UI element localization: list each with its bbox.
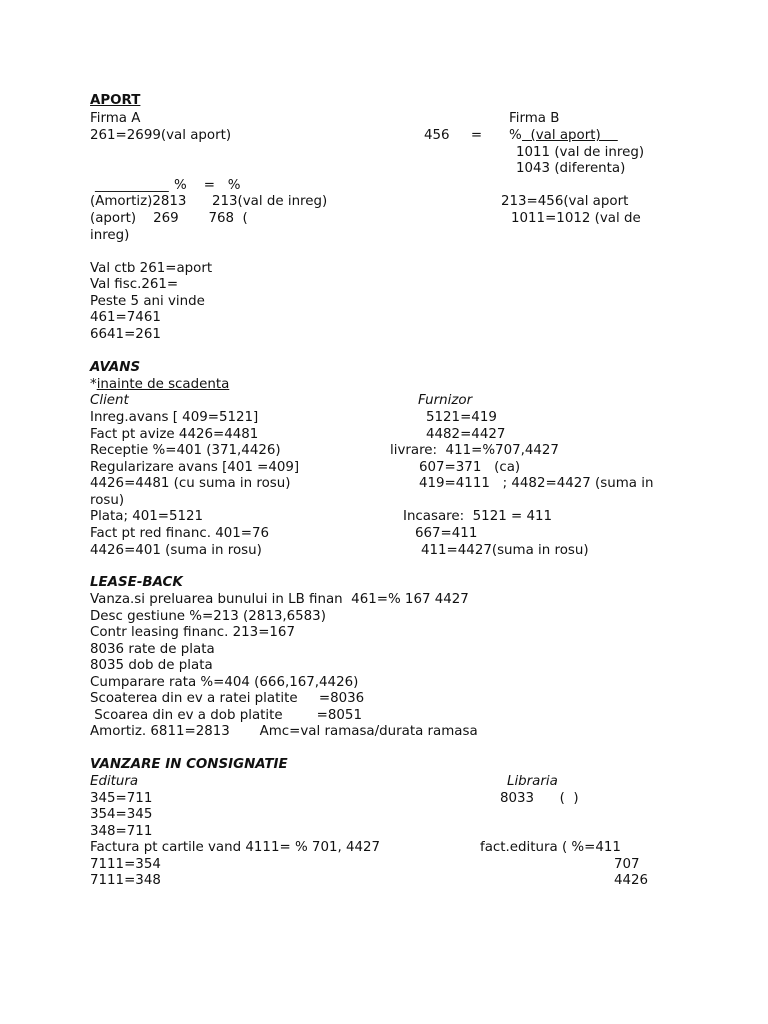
avans-sub-star: * bbox=[90, 377, 97, 392]
aport-line-10: Peste 5 ani vinde bbox=[90, 294, 205, 309]
avans-row-right: 607=371 (ca) bbox=[419, 460, 521, 475]
consignatie-row-left: 348=711 bbox=[90, 824, 153, 839]
consignatie-row-left: Factura pt cartile vand 4111= % 701, 4427 bbox=[90, 840, 381, 855]
aport-line-1-mid: 456 = bbox=[424, 128, 504, 143]
libraria-label: Libraria bbox=[507, 774, 558, 789]
avans-row-left: Fact pt avize 4426=4481 bbox=[90, 427, 259, 442]
avans-client-label: Client bbox=[90, 393, 129, 408]
consignatie-row-left: 354=345 bbox=[90, 807, 153, 822]
consignatie-heading: VANZARE IN CONSIGNATIE bbox=[90, 757, 288, 772]
aport-line-12: 6641=261 bbox=[90, 327, 161, 342]
avans-heading: AVANS bbox=[90, 360, 141, 375]
avans-sub-text: inainte de scadenta bbox=[96, 377, 230, 392]
lease-back-line: Vanza.si preluarea bunului in LB finan 461=% 167 4427 bbox=[90, 592, 469, 607]
avans-row-right: Incasare: 5121 = 411 bbox=[403, 509, 553, 524]
aport-line-1-right: (val aport) bbox=[522, 128, 618, 143]
aport-line-6-left: (aport) 269 768 ( bbox=[90, 211, 248, 226]
avans-row-left: Regularizare avans [401 =409] bbox=[90, 460, 300, 475]
aport-line-5-left: (Amortiz)2813 213(val de inreg) bbox=[90, 194, 328, 209]
lease-back-line: Cumparare rata %=404 (666,167,4426) bbox=[90, 675, 359, 690]
avans-subheading bbox=[90, 377, 229, 393]
firma-b-label: Firma B bbox=[509, 111, 560, 126]
lease-back-line: 8036 rate de plata bbox=[90, 642, 215, 657]
consignatie-row-right: fact.editura ( %=411 bbox=[480, 840, 621, 855]
lease-back-heading: LEASE-BACK bbox=[90, 575, 183, 590]
avans-row-right: 4482=4427 bbox=[426, 427, 506, 442]
aport-line-1-left: 261=2699(val aport) bbox=[90, 128, 232, 143]
aport-line-7: inreg) bbox=[90, 228, 130, 243]
avans-row-left: 4426=401 (suma in rosu) bbox=[90, 543, 262, 558]
lease-back-line: Contr leasing financ. 213=167 bbox=[90, 625, 295, 640]
avans-row-right: 411=4427(suma in rosu) bbox=[421, 543, 589, 558]
aport-line-4-blank: ___________ bbox=[95, 178, 169, 193]
avans-row-left: 4426=4481 (cu suma in rosu) bbox=[90, 476, 291, 491]
lease-back-line: Scoarea din ev a dob platite =8051 bbox=[90, 708, 362, 723]
avans-row-right: livrare: 411=%707,4427 bbox=[390, 443, 559, 458]
avans-row-left: Receptie %=401 (371,4426) bbox=[90, 443, 281, 458]
aport-line-9: Val fisc.261= bbox=[90, 277, 179, 292]
aport-line-2: 1011 (val de inreg) bbox=[516, 145, 645, 160]
lease-back-line: 8035 dob de plata bbox=[90, 658, 213, 673]
avans-row-right: 5121=419 bbox=[426, 410, 497, 425]
lease-back-line: Scoaterea din ev a ratei platite =8036 bbox=[90, 691, 365, 706]
aport-line-5-right: 213=456(val aport bbox=[501, 194, 629, 209]
consignatie-row-right: 4426 bbox=[614, 873, 649, 888]
aport-heading: APORT bbox=[90, 93, 141, 108]
consignatie-row-right: 8033 ( ) bbox=[500, 791, 579, 806]
lease-back-line: Desc gestiune %=213 (2813,6583) bbox=[90, 609, 326, 624]
avans-row-right: 419=4111 ; 4482=4427 (suma in bbox=[419, 476, 654, 491]
avans-row-left: Fact pt red financ. 401=76 bbox=[90, 526, 270, 541]
aport-line-8: Val ctb 261=aport bbox=[90, 261, 213, 276]
consignatie-row-left: 7111=354 bbox=[90, 857, 161, 872]
avans-row-right: 667=411 bbox=[415, 526, 478, 541]
aport-line-1-pct: % bbox=[509, 128, 522, 143]
firma-a-label: Firma A bbox=[90, 111, 141, 126]
aport-line-11: 461=7461 bbox=[90, 310, 161, 325]
lease-back-line: Amortiz. 6811=2813 Amc=val ramasa/durata ramasa bbox=[90, 724, 478, 739]
aport-line-6-right: 1011=1012 (val de bbox=[511, 211, 641, 226]
avans-row-left: rosu) bbox=[90, 493, 125, 508]
consignatie-row-left: 345=711 bbox=[90, 791, 153, 806]
aport-line-4-rest: % = % bbox=[174, 178, 241, 193]
avans-row-left: Plata; 401=5121 bbox=[90, 509, 204, 524]
avans-furnizor-label: Furnizor bbox=[418, 393, 473, 408]
consignatie-row-right: 707 bbox=[614, 857, 640, 872]
avans-row-left: Inreg.avans [ 409=5121] bbox=[90, 410, 259, 425]
editura-label: Editura bbox=[90, 774, 139, 789]
consignatie-row-left: 7111=348 bbox=[90, 873, 161, 888]
aport-line-3: 1043 (diferenta) bbox=[516, 161, 626, 176]
